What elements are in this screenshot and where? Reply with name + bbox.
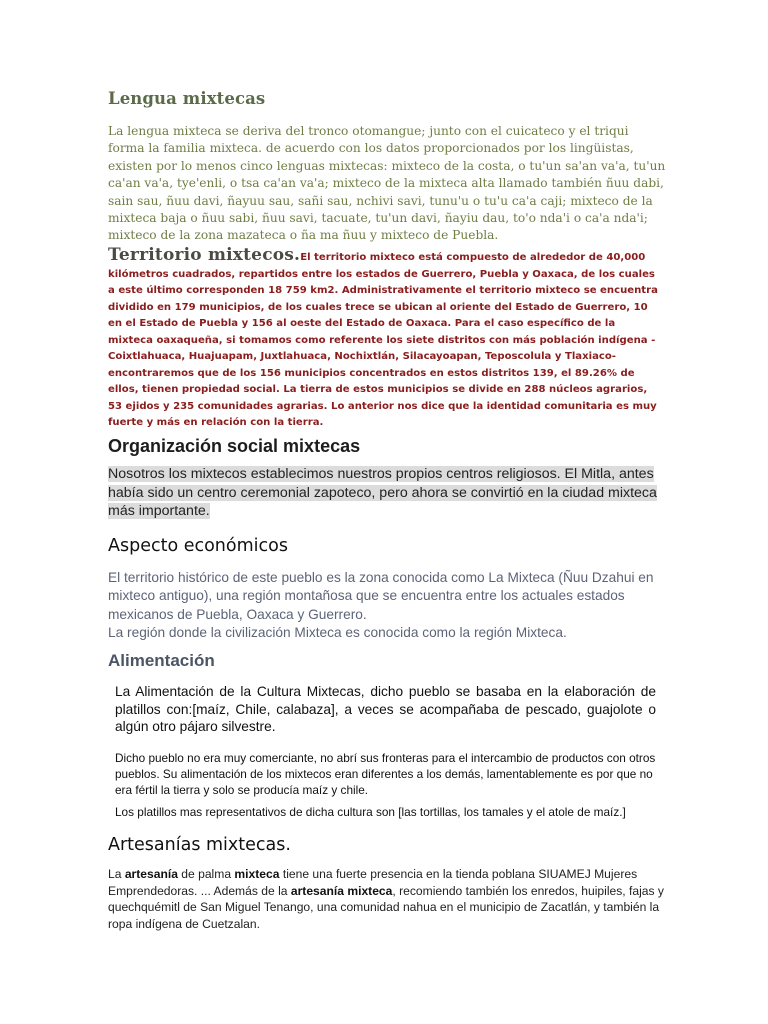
artesanias-text-1: La [108, 867, 125, 881]
organizacion-heading: Organización social mixtecas [108, 436, 361, 456]
lengua-paragraph: La lengua mixteca se deriva del tronco otomangue; junto con el cuicateco y el triqui forma la familia mixteca. de acuerdo con los datos proporcionados por los lingüistas, existen por lo menos cinco lenguas mixtecas: mixteco de la costa, o tu'un sa'an va'a, tu'un ca'an va'a, tye'enli, o tsa ca'an va'a; mixteco de la mixteca alta llamado también ñuu dabi, sain sau, ñuu davi, ñayuu sau, sañi sau, nchivi savi, tunu'u o tu'u ca'a caji; mixteco de la mixteca baja o ñuu sabi, ñuu savi, tacuate, tu'un davi, ñayiu dau, to'o nda'i o ca'a nda'i; mixteco de la zona mazateca o ña ma ñuu y mixteco de Puebla. [108, 124, 666, 243]
territorio-section [108, 247, 663, 432]
artesanias-bold-2: mixteca [234, 867, 280, 881]
artesanias-text-2: de palma [177, 867, 235, 881]
artesanias-paragraph [108, 866, 664, 932]
territorio-heading: Territorio mixtecos. [108, 245, 301, 265]
alimentacion-heading: Alimentación [108, 651, 215, 670]
aspecto-paragraph-2: La región donde la civilización Mixteca es conocida como la región Mixteca. [108, 624, 567, 640]
organizacion-paragraph [108, 465, 668, 521]
territorio-paragraph: El territorio mixteco está compuesto de alrededor de 40,000 kilómetros cuadrados, repartidos entre los estados de Guerrero, Puebla y Oaxaca, de los cuales a este último corresponden 18 759 km2. Administrativamente el territorio mixteco se encuentra dividido en 179 municipios, de los cuales trece se ubican al oriente del Estado de Guerrero, 10 en el Estado de Puebla y 156 al oeste del Estado de Oaxaca. Para el caso específico de la mixteca oaxaqueña, si tomamos como referente los siete distritos con más población indígena -Coixtlahuaca, Huajuapam, Juxtlahuaca, Nochixtlán, Silacayoapan, Teposcolula y Tlaxiaco- encontraremos que de los 156 municipios concentrados en estos distritos 139, el 89.26% de ellos, tienen propiedad social. La tierra de estos municipios se divide en 288 núcleos agrarios, 53 ejidos y 235 comunidades agrarias. Lo anterior nos dice que la identidad comunitaria es muy fuerte y más en relación con la tierra. [108, 252, 658, 428]
artesanias-heading: Artesanías mixtecas. [108, 835, 291, 855]
alimentacion-paragraph-3: Los platillos mas representativos de dicha cultura son [las tortillas, los tamales y el atole de maíz.] [115, 805, 626, 819]
alimentacion-paragraph-2: Dicho pueblo no era muy comerciante, no abrí sus fronteras para el intercambio de productos con otros pueblos. Su alimentación de los mixtecos eran diferentes a los demás, lamentablemente es por que no era fértil la tierra y solo se producía maíz y chile. [115, 751, 656, 797]
artesanias-bold-3: artesanía mixteca [290, 883, 393, 898]
lengua-heading: Lengua mixtecas [108, 89, 266, 108]
aspecto-section [108, 569, 668, 642]
aspecto-heading: Aspecto económicos [108, 536, 288, 556]
organizacion-highlighted-text: Nosotros los mixtecos establecimos nuestros propios centros religiosos. El Mitla, antes había sido un centro ceremonial zapoteco, pero ahora se convirtió en la ciudad mixteca más importante. [108, 466, 657, 519]
artesanias-bold-1: artesanía [124, 867, 178, 881]
aspecto-paragraph-1: El territorio histórico de este pueblo es la zona conocida como La Mixteca (Ñuu Dzahui en mixteco antiguo), una región montañosa que se encuentra entre los actuales estados mexicanos de Puebla, Oaxaca y Guerrero. [108, 570, 654, 622]
artesanias-text-3: tiene una fuerte presencia en la tienda poblana SIUAMEJ Mujeres Emprendedoras. ... Además de la [108, 867, 638, 898]
alimentacion-paragraph-1: La Alimentación de la Cultura Mixtecas, dicho pueblo se basaba en la elaboración de platillos con:[maíz, Chile, calabaza], a veces se acompañaba de pescado, guajolote o algún otro pájaro silvestre. [115, 684, 656, 734]
artesanias-text-4: , recomiendo también los enredos, huipiles, fajas y quechquémitl de San Miguel Tenango, una comunidad nahua en el municipio de Zacatlán, y también la ropa indígena de Cuetzalan. [108, 883, 664, 931]
